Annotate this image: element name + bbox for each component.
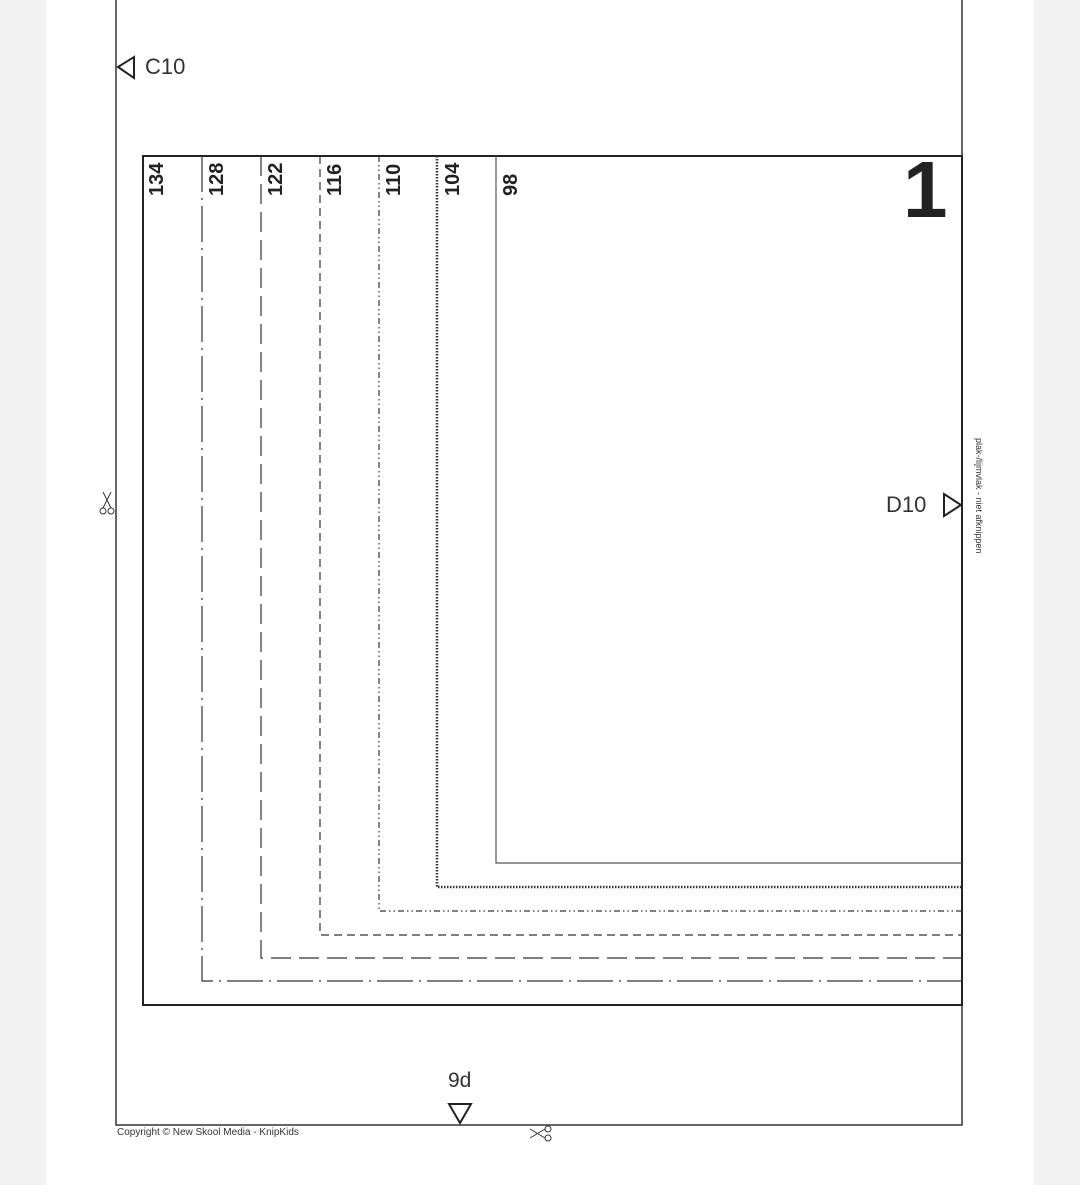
- size-label-98: 98: [500, 173, 522, 196]
- pattern-page: [46, 0, 1034, 1185]
- piece-number: 1: [903, 145, 948, 234]
- triangle-marker-icon: [944, 494, 961, 516]
- size-label-104: 104: [442, 162, 464, 196]
- marker-d10-label: D10: [886, 492, 927, 517]
- size-label-128: 128: [206, 162, 228, 196]
- size-label-116: 116: [324, 163, 346, 196]
- copyright-text: Copyright © New Skool Media - KnipKids: [117, 1127, 299, 1138]
- size-label-134: 134: [146, 162, 168, 196]
- size-label-110: 110: [383, 163, 405, 196]
- triangle-marker-icon: [449, 1104, 471, 1123]
- triangle-marker-icon: [118, 57, 134, 78]
- glue-area-note: plak-/lijmvlak - niet afknippen: [974, 438, 984, 554]
- marker-c10-label: C10: [145, 54, 186, 79]
- scissors-icon: [530, 1126, 551, 1141]
- scissors-icon: [100, 492, 114, 514]
- size-label-122: 122: [265, 162, 287, 196]
- marker-9d-label: 9d: [448, 1069, 472, 1092]
